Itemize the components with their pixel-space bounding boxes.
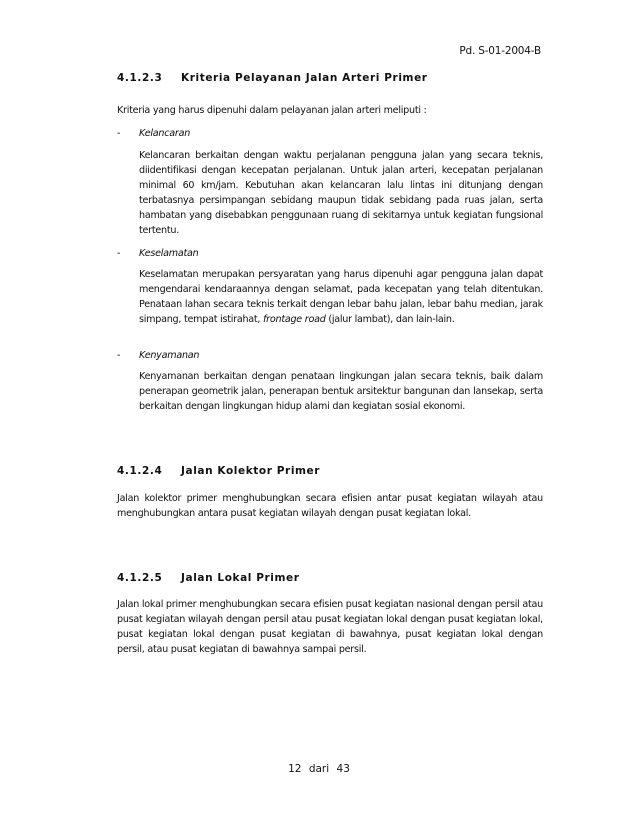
section-number: 4.1.2.3 (117, 72, 163, 84)
bullet-body-keselamatan (139, 267, 543, 327)
section-heading-kolektor (117, 465, 320, 477)
page-total: 43 (336, 763, 350, 775)
section-title: Jalan Kolektor Primer (181, 465, 321, 477)
bullet-title-kenyamanan: Kenyamanan (139, 350, 200, 361)
section-number: 4.1.2.4 (117, 465, 163, 477)
section-number: 4.1.2.5 (117, 572, 163, 584)
keselamatan-italic-term: frontage road (263, 314, 326, 325)
section-heading-arteri (117, 72, 428, 84)
section-intro: Kriteria yang harus dipenuhi dalam pelayanan jalan arteri meliputi : (117, 105, 427, 116)
keselamatan-text: Keselamatan merupakan persyaratan yang harus dipenuhi agar pengguna jalan dapat mengendarai kendaraannya dengan selamat, pada kecepatan yang telah ditentukan. Penataan lahan secara teknis terkait dengan lebar bahu jalan, lebar bahu median, jarak simpang, tempat istirahat, (139, 269, 543, 325)
section-title: Jalan Lokal Primer (181, 572, 300, 584)
bullet-body-kenyamanan: Kenyamanan berkaitan dengan penataan lingkungan jalan secara teknis, baik dalam penerapan geometrik jalan, penerapan bentuk arsitektur bangunan dan lansekap, serta berkaitan dengan lingkungan hidup alami dan kegiatan sosial ekonomi. (139, 371, 543, 412)
page-current: 12 (288, 763, 302, 775)
page-number-footer (0, 763, 638, 775)
bullet-body-kelancaran: Kelancaran berkaitan dengan waktu perjalanan pengguna jalan yang secara teknis, diidentifikasi dengan kecepatan perjalanan. Untuk jalan arteri, kecepatan perjalanan minimal 60 km/jam. Kebutuhan akan kelancaran lalu lintas ini ditunjang dengan terbatasnya persimpangan sebidang maupun tidak sebidang pada ruas jalan, serta hambatan yang disebabkan penggunaan ruang di sekitarnya untuk kegiatan fungsional tertentu. (139, 150, 543, 236)
keselamatan-text-tail: (jalur lambat), dan lain-lain. (328, 314, 455, 325)
bullet-title-kelancaran: Kelancaran (139, 128, 191, 139)
page-of: dari (308, 763, 330, 775)
document-code: Pd. S-01-2004-B (459, 45, 541, 57)
section-body-kolektor: Jalan kolektor primer menghubungkan secara efisien antar pusat kegiatan wilayah atau menghubungkan antara pusat kegiatan wilayah dengan pusat kegiatan lokal. (117, 493, 543, 519)
section-body-lokal: Jalan lokal primer menghubungkan secara efisien pusat kegiatan nasional dengan persil atau pusat kegiatan wilayah dengan persil atau pusat kegiatan lokal dengan pusat kegiatan lokal, pusat kegiatan lokal dengan pusat kegiatan di bawahnya, pusat kegiatan lokal dengan persil, atau pusat kegiatan di bawahnya sampai persil. (117, 599, 543, 655)
section-heading-lokal (117, 572, 300, 584)
bullet-dash: - (117, 350, 121, 361)
section-title: Kriteria Pelayanan Jalan Arteri Primer (181, 72, 428, 84)
bullet-dash: - (117, 128, 121, 139)
bullet-title-keselamatan: Keselamatan (139, 248, 199, 259)
bullet-dash: - (117, 248, 121, 259)
